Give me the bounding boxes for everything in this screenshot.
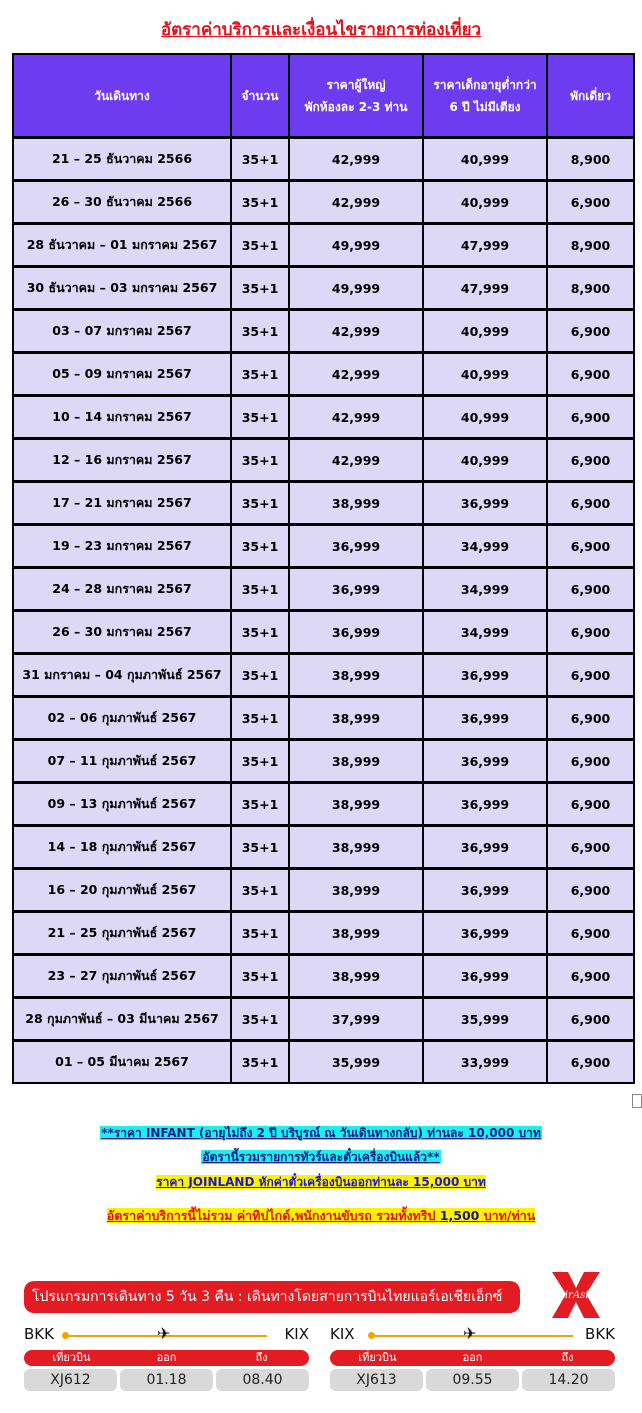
cell-date: 30 ธันวาคม – 03 มกราคม 2567 bbox=[13, 267, 231, 310]
cell-count: 35+1 bbox=[231, 181, 289, 224]
header-count: จำนวน bbox=[231, 54, 289, 138]
cell-date: 05 – 09 มกราคม 2567 bbox=[13, 353, 231, 396]
cell-single-supplement: 6,900 bbox=[547, 439, 634, 482]
outbound-header bbox=[24, 1350, 309, 1366]
cell-date: 21 – 25 ธันวาคม 2566 bbox=[13, 138, 231, 181]
logo-text: AirAsia bbox=[557, 1290, 595, 1301]
cell-date: 28 ธันวาคม – 01 มกราคม 2567 bbox=[13, 224, 231, 267]
cell-count: 35+1 bbox=[231, 482, 289, 525]
cell-child-price: 40,999 bbox=[423, 439, 547, 482]
cell-single-supplement: 6,900 bbox=[547, 353, 634, 396]
cell-adult-price: 37,999 bbox=[289, 998, 423, 1041]
table-row bbox=[13, 353, 634, 396]
cell-child-price: 47,999 bbox=[423, 224, 547, 267]
cell-adult-price: 49,999 bbox=[289, 267, 423, 310]
table-row bbox=[13, 611, 634, 654]
cell-adult-price: 38,999 bbox=[289, 869, 423, 912]
airplane-icon: ✈ bbox=[463, 1324, 477, 1343]
note-included-text: อัตรานี้รวมรายการทัวร์และตั๋วเครื่องบินแล้ว** bbox=[202, 1150, 440, 1164]
col-arrive: ถึง bbox=[561, 1351, 574, 1364]
outbound-from: BKK bbox=[24, 1325, 54, 1343]
page-title: อัตราค่าบริการและเงื่อนไขรายการท่องเที่ยว bbox=[160, 20, 482, 40]
cell-single-supplement: 8,900 bbox=[547, 267, 634, 310]
cell-count: 35+1 bbox=[231, 826, 289, 869]
cell-single-supplement: 6,900 bbox=[547, 1041, 634, 1084]
cell-count: 35+1 bbox=[231, 224, 289, 267]
cell-count: 35+1 bbox=[231, 998, 289, 1041]
outbound-arrive: 08.40 bbox=[216, 1369, 309, 1391]
cell-count: 35+1 bbox=[231, 267, 289, 310]
cell-date: 07 – 11 กุมภาพันธ์ 2567 bbox=[13, 740, 231, 783]
table-row bbox=[13, 482, 634, 525]
table-row bbox=[13, 525, 634, 568]
cell-adult-price: 38,999 bbox=[289, 826, 423, 869]
outbound-to: KIX bbox=[284, 1325, 309, 1343]
cell-single-supplement: 6,900 bbox=[547, 525, 634, 568]
table-row bbox=[13, 998, 634, 1041]
return-from: KIX bbox=[330, 1325, 355, 1343]
table-row bbox=[13, 396, 634, 439]
note-tip-a: อัตราค่าบริการนี้ไม่รวม bbox=[106, 1208, 233, 1223]
table-row bbox=[13, 869, 634, 912]
cell-single-supplement: 6,900 bbox=[547, 654, 634, 697]
program-banner: โปรแกรมการเดินทาง 5 วัน 3 คืน : เดินทางโดยสายการบินไทยแอร์เอเชียเอ็กซ์ bbox=[24, 1281, 520, 1313]
col-flight: เที่ยวบิน bbox=[52, 1351, 91, 1364]
cell-adult-price: 38,999 bbox=[289, 697, 423, 740]
cell-adult-price: 42,999 bbox=[289, 181, 423, 224]
col-arrive: ถึง bbox=[255, 1351, 268, 1364]
airplane-icon: ✈ bbox=[157, 1324, 171, 1343]
cell-child-price: 40,999 bbox=[423, 396, 547, 439]
note-tip-c: บาท/ท่าน bbox=[479, 1208, 536, 1223]
table-row bbox=[13, 439, 634, 482]
cell-adult-price: 38,999 bbox=[289, 955, 423, 998]
cell-child-price: 34,999 bbox=[423, 525, 547, 568]
cell-count: 35+1 bbox=[231, 396, 289, 439]
cell-adult-price: 36,999 bbox=[289, 611, 423, 654]
cell-adult-price: 42,999 bbox=[289, 138, 423, 181]
cell-child-price: 36,999 bbox=[423, 955, 547, 998]
cell-count: 35+1 bbox=[231, 611, 289, 654]
cell-date: 02 – 06 กุมภาพันธ์ 2567 bbox=[13, 697, 231, 740]
return-depart: 09.55 bbox=[426, 1369, 519, 1391]
outbound-values bbox=[24, 1369, 309, 1391]
cell-count: 35+1 bbox=[231, 525, 289, 568]
cell-date: 24 – 28 มกราคม 2567 bbox=[13, 568, 231, 611]
cell-child-price: 36,999 bbox=[423, 740, 547, 783]
cell-single-supplement: 6,900 bbox=[547, 310, 634, 353]
table-row bbox=[13, 654, 634, 697]
cell-count: 35+1 bbox=[231, 138, 289, 181]
table-row bbox=[13, 912, 634, 955]
cell-adult-price: 49,999 bbox=[289, 224, 423, 267]
cell-single-supplement: 6,900 bbox=[547, 998, 634, 1041]
note-tip bbox=[0, 1206, 642, 1226]
cell-count: 35+1 bbox=[231, 310, 289, 353]
cell-child-price: 34,999 bbox=[423, 568, 547, 611]
cell-single-supplement: 6,900 bbox=[547, 396, 634, 439]
cell-adult-price: 38,999 bbox=[289, 783, 423, 826]
header-adult bbox=[289, 54, 423, 138]
cell-child-price: 36,999 bbox=[423, 697, 547, 740]
table-row bbox=[13, 1041, 634, 1084]
table-row bbox=[13, 826, 634, 869]
cell-child-price: 40,999 bbox=[423, 181, 547, 224]
table-row bbox=[13, 568, 634, 611]
table-row bbox=[13, 697, 634, 740]
col-flight: เที่ยวบิน bbox=[358, 1351, 397, 1364]
cell-child-price: 35,999 bbox=[423, 998, 547, 1041]
cell-count: 35+1 bbox=[231, 568, 289, 611]
cell-count: 35+1 bbox=[231, 1041, 289, 1084]
header-adult-line1: ราคาผู้ใหญ่ bbox=[326, 77, 386, 92]
cell-single-supplement: 6,900 bbox=[547, 869, 634, 912]
cell-date: 28 กุมภาพันธ์ – 03 มีนาคม 2567 bbox=[13, 998, 231, 1041]
cell-date: 17 – 21 มกราคม 2567 bbox=[13, 482, 231, 525]
note-tip-b: ค่าทิปไกด์,พนักงานขับรถ รวมทั้งทริป bbox=[232, 1208, 440, 1223]
cell-date: 12 – 16 มกราคม 2567 bbox=[13, 439, 231, 482]
airasia-x-logo bbox=[548, 1270, 604, 1320]
table-row bbox=[13, 955, 634, 998]
cell-single-supplement: 6,900 bbox=[547, 740, 634, 783]
table-row bbox=[13, 224, 634, 267]
cell-adult-price: 42,999 bbox=[289, 310, 423, 353]
cell-single-supplement: 6,900 bbox=[547, 826, 634, 869]
cell-date: 23 – 27 กุมภาพันธ์ 2567 bbox=[13, 955, 231, 998]
cell-date: 01 – 05 มีนาคม 2567 bbox=[13, 1041, 231, 1084]
cell-adult-price: 42,999 bbox=[289, 439, 423, 482]
note-infant bbox=[0, 1124, 642, 1143]
cell-child-price: 36,999 bbox=[423, 912, 547, 955]
col-depart: ออก bbox=[462, 1351, 483, 1364]
rates-table bbox=[12, 53, 635, 1084]
cell-single-supplement: 8,900 bbox=[547, 138, 634, 181]
cell-date: 16 – 20 กุมภาพันธ์ 2567 bbox=[13, 869, 231, 912]
cell-count: 35+1 bbox=[231, 353, 289, 396]
table-resize-handle[interactable] bbox=[632, 1094, 642, 1108]
cell-child-price: 36,999 bbox=[423, 869, 547, 912]
cell-child-price: 47,999 bbox=[423, 267, 547, 310]
table-row bbox=[13, 181, 634, 224]
cell-date: 10 – 14 มกราคม 2567 bbox=[13, 396, 231, 439]
return-header bbox=[330, 1350, 615, 1366]
return-to: BKK bbox=[585, 1325, 615, 1343]
cell-child-price: 36,999 bbox=[423, 654, 547, 697]
header-adult-line2: พักห้องละ 2-3 ท่าน bbox=[304, 99, 408, 114]
cell-adult-price: 38,999 bbox=[289, 912, 423, 955]
cell-date: 26 – 30 มกราคม 2567 bbox=[13, 611, 231, 654]
cell-count: 35+1 bbox=[231, 740, 289, 783]
return-flight bbox=[330, 1323, 615, 1413]
return-flight-no: XJ613 bbox=[330, 1369, 423, 1391]
cell-child-price: 40,999 bbox=[423, 353, 547, 396]
cell-child-price: 36,999 bbox=[423, 783, 547, 826]
cell-adult-price: 42,999 bbox=[289, 353, 423, 396]
cell-child-price: 40,999 bbox=[423, 138, 547, 181]
note-included bbox=[0, 1148, 642, 1167]
header-child bbox=[423, 54, 547, 138]
note-infant-text: **ราคา INFANT (อายุไม่ถึง 2 ปี บริบูรณ์ ณ วันเดินทางกลับ) ท่านละ 10,000 บาท bbox=[101, 1126, 541, 1140]
cell-adult-price: 36,999 bbox=[289, 525, 423, 568]
note-tip-amount: 1,500 bbox=[439, 1208, 480, 1223]
col-depart: ออก bbox=[156, 1351, 177, 1364]
cell-date: 03 – 07 มกราคม 2567 bbox=[13, 310, 231, 353]
header-date: วันเดินทาง bbox=[13, 54, 231, 138]
cell-date: 19 – 23 มกราคม 2567 bbox=[13, 525, 231, 568]
header-child-line2: 6 ปี ไม่มีเตียง bbox=[449, 99, 521, 114]
cell-single-supplement: 6,900 bbox=[547, 912, 634, 955]
cell-single-supplement: 6,900 bbox=[547, 783, 634, 826]
cell-single-supplement: 6,900 bbox=[547, 697, 634, 740]
cell-adult-price: 35,999 bbox=[289, 1041, 423, 1084]
cell-single-supplement: 6,900 bbox=[547, 482, 634, 525]
cell-adult-price: 42,999 bbox=[289, 396, 423, 439]
cell-child-price: 36,999 bbox=[423, 482, 547, 525]
cell-child-price: 36,999 bbox=[423, 826, 547, 869]
cell-adult-price: 38,999 bbox=[289, 482, 423, 525]
table-row bbox=[13, 783, 634, 826]
cell-child-price: 40,999 bbox=[423, 310, 547, 353]
cell-single-supplement: 8,900 bbox=[547, 224, 634, 267]
cell-adult-price: 38,999 bbox=[289, 654, 423, 697]
outbound-flight-no: XJ612 bbox=[24, 1369, 117, 1391]
cell-adult-price: 38,999 bbox=[289, 740, 423, 783]
cell-date: 31 มกราคม – 04 กุมภาพันธ์ 2567 bbox=[13, 654, 231, 697]
table-row bbox=[13, 267, 634, 310]
cell-child-price: 34,999 bbox=[423, 611, 547, 654]
note-joinland bbox=[0, 1173, 642, 1192]
cell-date: 26 – 30 ธันวาคม 2566 bbox=[13, 181, 231, 224]
cell-date: 09 – 13 กุมภาพันธ์ 2567 bbox=[13, 783, 231, 826]
cell-single-supplement: 6,900 bbox=[547, 955, 634, 998]
cell-count: 35+1 bbox=[231, 783, 289, 826]
return-values bbox=[330, 1369, 615, 1391]
cell-count: 35+1 bbox=[231, 912, 289, 955]
cell-count: 35+1 bbox=[231, 869, 289, 912]
cell-date: 21 – 25 กุมภาพันธ์ 2567 bbox=[13, 912, 231, 955]
cell-count: 35+1 bbox=[231, 697, 289, 740]
table-row bbox=[13, 138, 634, 181]
table-row bbox=[13, 310, 634, 353]
cell-count: 35+1 bbox=[231, 955, 289, 998]
table-row bbox=[13, 740, 634, 783]
cell-date: 14 – 18 กุมภาพันธ์ 2567 bbox=[13, 826, 231, 869]
outbound-depart: 01.18 bbox=[120, 1369, 213, 1391]
cell-count: 35+1 bbox=[231, 439, 289, 482]
cell-adult-price: 36,999 bbox=[289, 568, 423, 611]
cell-single-supplement: 6,900 bbox=[547, 181, 634, 224]
cell-single-supplement: 6,900 bbox=[547, 611, 634, 654]
outbound-flight bbox=[24, 1323, 309, 1413]
cell-single-supplement: 6,900 bbox=[547, 568, 634, 611]
note-joinland-text: ราคา JOINLAND หักค่าตั๋วเครื่องบินออกท่านละ 15,000 บาท bbox=[156, 1175, 486, 1189]
cell-count: 35+1 bbox=[231, 654, 289, 697]
cell-child-price: 33,999 bbox=[423, 1041, 547, 1084]
table-header-row bbox=[13, 54, 634, 138]
header-single: พักเดี่ยว bbox=[547, 54, 634, 138]
return-arrive: 14.20 bbox=[522, 1369, 615, 1391]
header-child-line1: ราคาเด็กอายุต่ำกว่า bbox=[433, 77, 537, 92]
table-body bbox=[13, 138, 634, 1084]
